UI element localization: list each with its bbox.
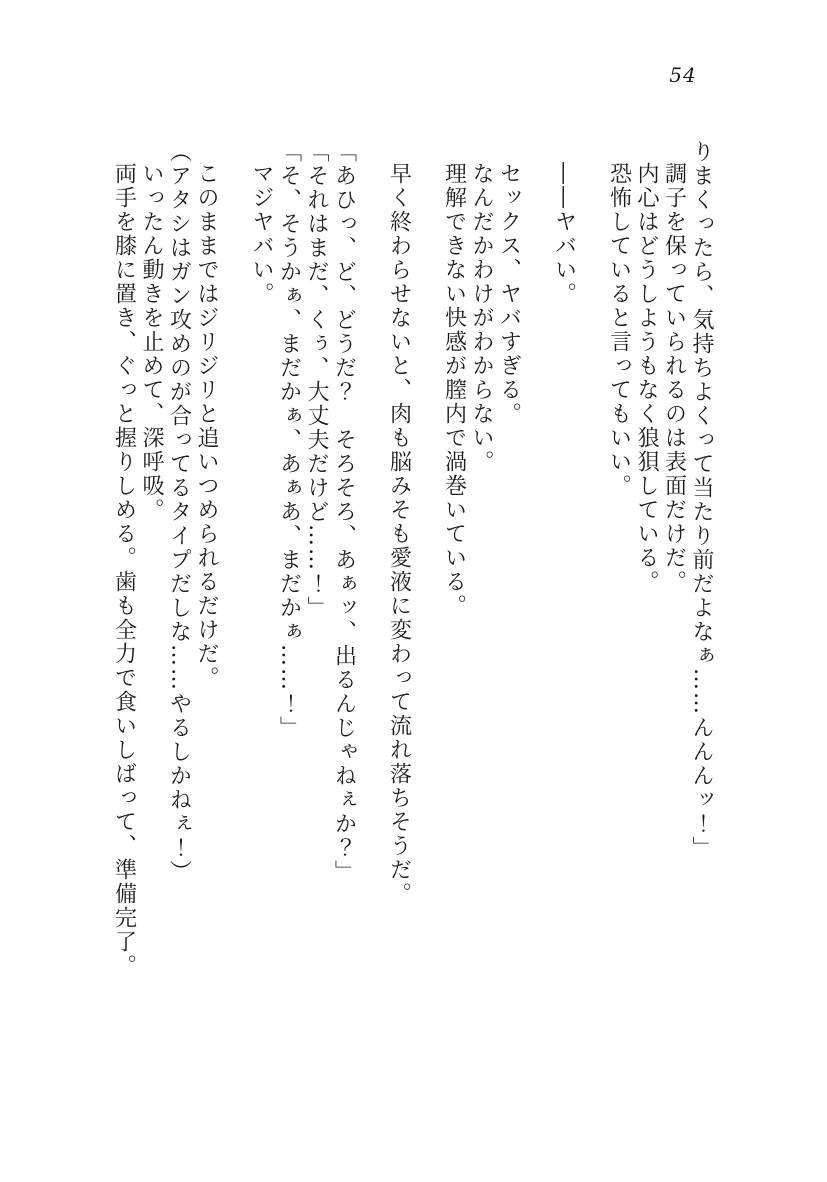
paragraph-line: 両手を膝に置き、ぐっと握りしめる。歯も全力で食いしばって、準備完了。 [111,162,137,978]
paragraph-line: このままではジリジリと追いつめられるだけだ。 [194,162,219,690]
paragraph-line: りまくったら、気持ちよくって当たり前だよなぁ……んんんッ！」 [689,140,714,860]
paragraph-line: セックス、ヤバすぎる。 [496,162,522,426]
paragraph-line: 恐怖していると言ってもいい。 [606,162,632,498]
paragraph-line: 「あひっ、ど、どうだ？ そろそろ、あぁッ、出るんじゃねぇか？」 [331,140,357,884]
paragraph-line: 調子を保っていられるのは表面だけだ。 [661,162,687,594]
paragraph-line: ――ヤバい。 [551,162,577,306]
paragraph-line: なんだかわけがわからない。 [469,162,494,474]
page-number: 54 [669,63,697,87]
paragraph-line: マジヤバい。 [249,162,274,306]
paragraph-line: 「それはまだ、くぅ、大丈夫だけど……！」 [304,140,329,620]
paragraph-line: 「そ、そうかぁ、まだかぁ、あぁあ、まだかぁ……！」 [276,140,302,740]
paragraph-line: いったん動きを止めて、深呼吸。 [139,162,164,522]
vertical-text-block [110,140,715,992]
paragraph-line: 理解できない快感が膣内で渦巻いている。 [441,162,467,618]
paragraph-line: 早く終わらせないと、肉も脳みそも愛液に変わって流れ落ちそうだ。 [386,162,412,906]
paragraph-line: 内心はどうしようもなく狼狽している。 [634,162,659,594]
paragraph-line: （アタシはガン攻めのが合ってるタイプだしな……やるしかねぇ！） [166,140,192,884]
